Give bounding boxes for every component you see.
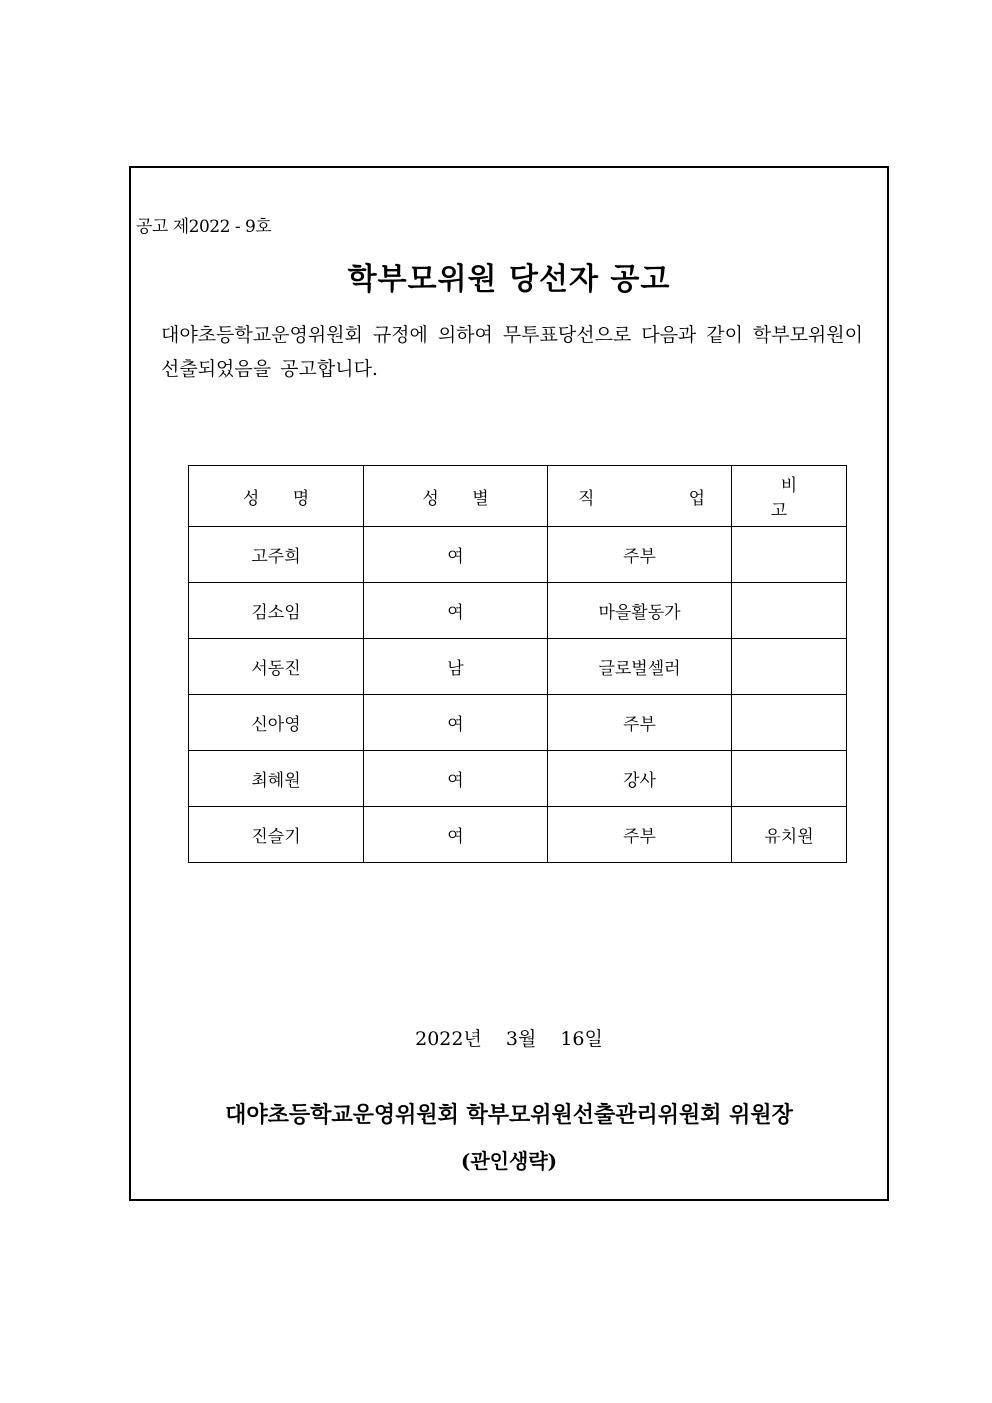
cell-job: 글로벌셀러 [548, 639, 732, 695]
cell-note [732, 751, 847, 807]
notice-number: 공고 제2022 - 9호 [136, 217, 272, 237]
cell-gender: 여 [364, 583, 548, 639]
cell-name: 고주희 [189, 527, 364, 583]
notice-body: 대야초등학교운영위원회 규정에 의하여 무투표당선으로 다음과 같이 학부모위원이 선출되었음을 공고합니다. [161, 324, 863, 380]
cell-name: 김소임 [189, 583, 364, 639]
cell-gender: 여 [364, 695, 548, 751]
cell-note: 유치원 [732, 807, 847, 863]
header-note: 비 고 [732, 466, 847, 527]
cell-gender: 여 [364, 751, 548, 807]
notice-date: 2022년 3월 16일 [415, 1028, 603, 1050]
notice-frame [129, 166, 889, 1201]
cell-job: 주부 [548, 807, 732, 863]
seal-omitted-note: (관인생략) [460, 1149, 558, 1173]
cell-name: 진슬기 [189, 807, 364, 863]
cell-gender: 여 [364, 807, 548, 863]
cell-job: 주부 [548, 695, 732, 751]
table-row [189, 639, 847, 695]
cell-gender: 여 [364, 527, 548, 583]
cell-job: 주부 [548, 527, 732, 583]
cell-gender: 남 [364, 639, 548, 695]
header-gender: 성 별 [364, 466, 548, 527]
cell-job: 강사 [548, 751, 732, 807]
signer-title: 대야초등학교운영위원회 학부모위원선출관리위원회 위원장 [225, 1102, 793, 1128]
members-table [188, 465, 847, 863]
table-header-row [189, 466, 847, 527]
cell-note [732, 527, 847, 583]
cell-name: 신아영 [189, 695, 364, 751]
header-job: 직 업 [548, 466, 732, 527]
cell-job: 마을활동가 [548, 583, 732, 639]
table-row [189, 527, 847, 583]
table-row [189, 583, 847, 639]
table-row [189, 807, 847, 863]
cell-note [732, 639, 847, 695]
header-name: 성 명 [189, 466, 364, 527]
cell-note [732, 583, 847, 639]
cell-note [732, 695, 847, 751]
cell-name: 최혜원 [189, 751, 364, 807]
table-row [189, 751, 847, 807]
table-row [189, 695, 847, 751]
cell-name: 서동진 [189, 639, 364, 695]
page-title: 학부모위원 당선자 공고 [347, 262, 671, 297]
